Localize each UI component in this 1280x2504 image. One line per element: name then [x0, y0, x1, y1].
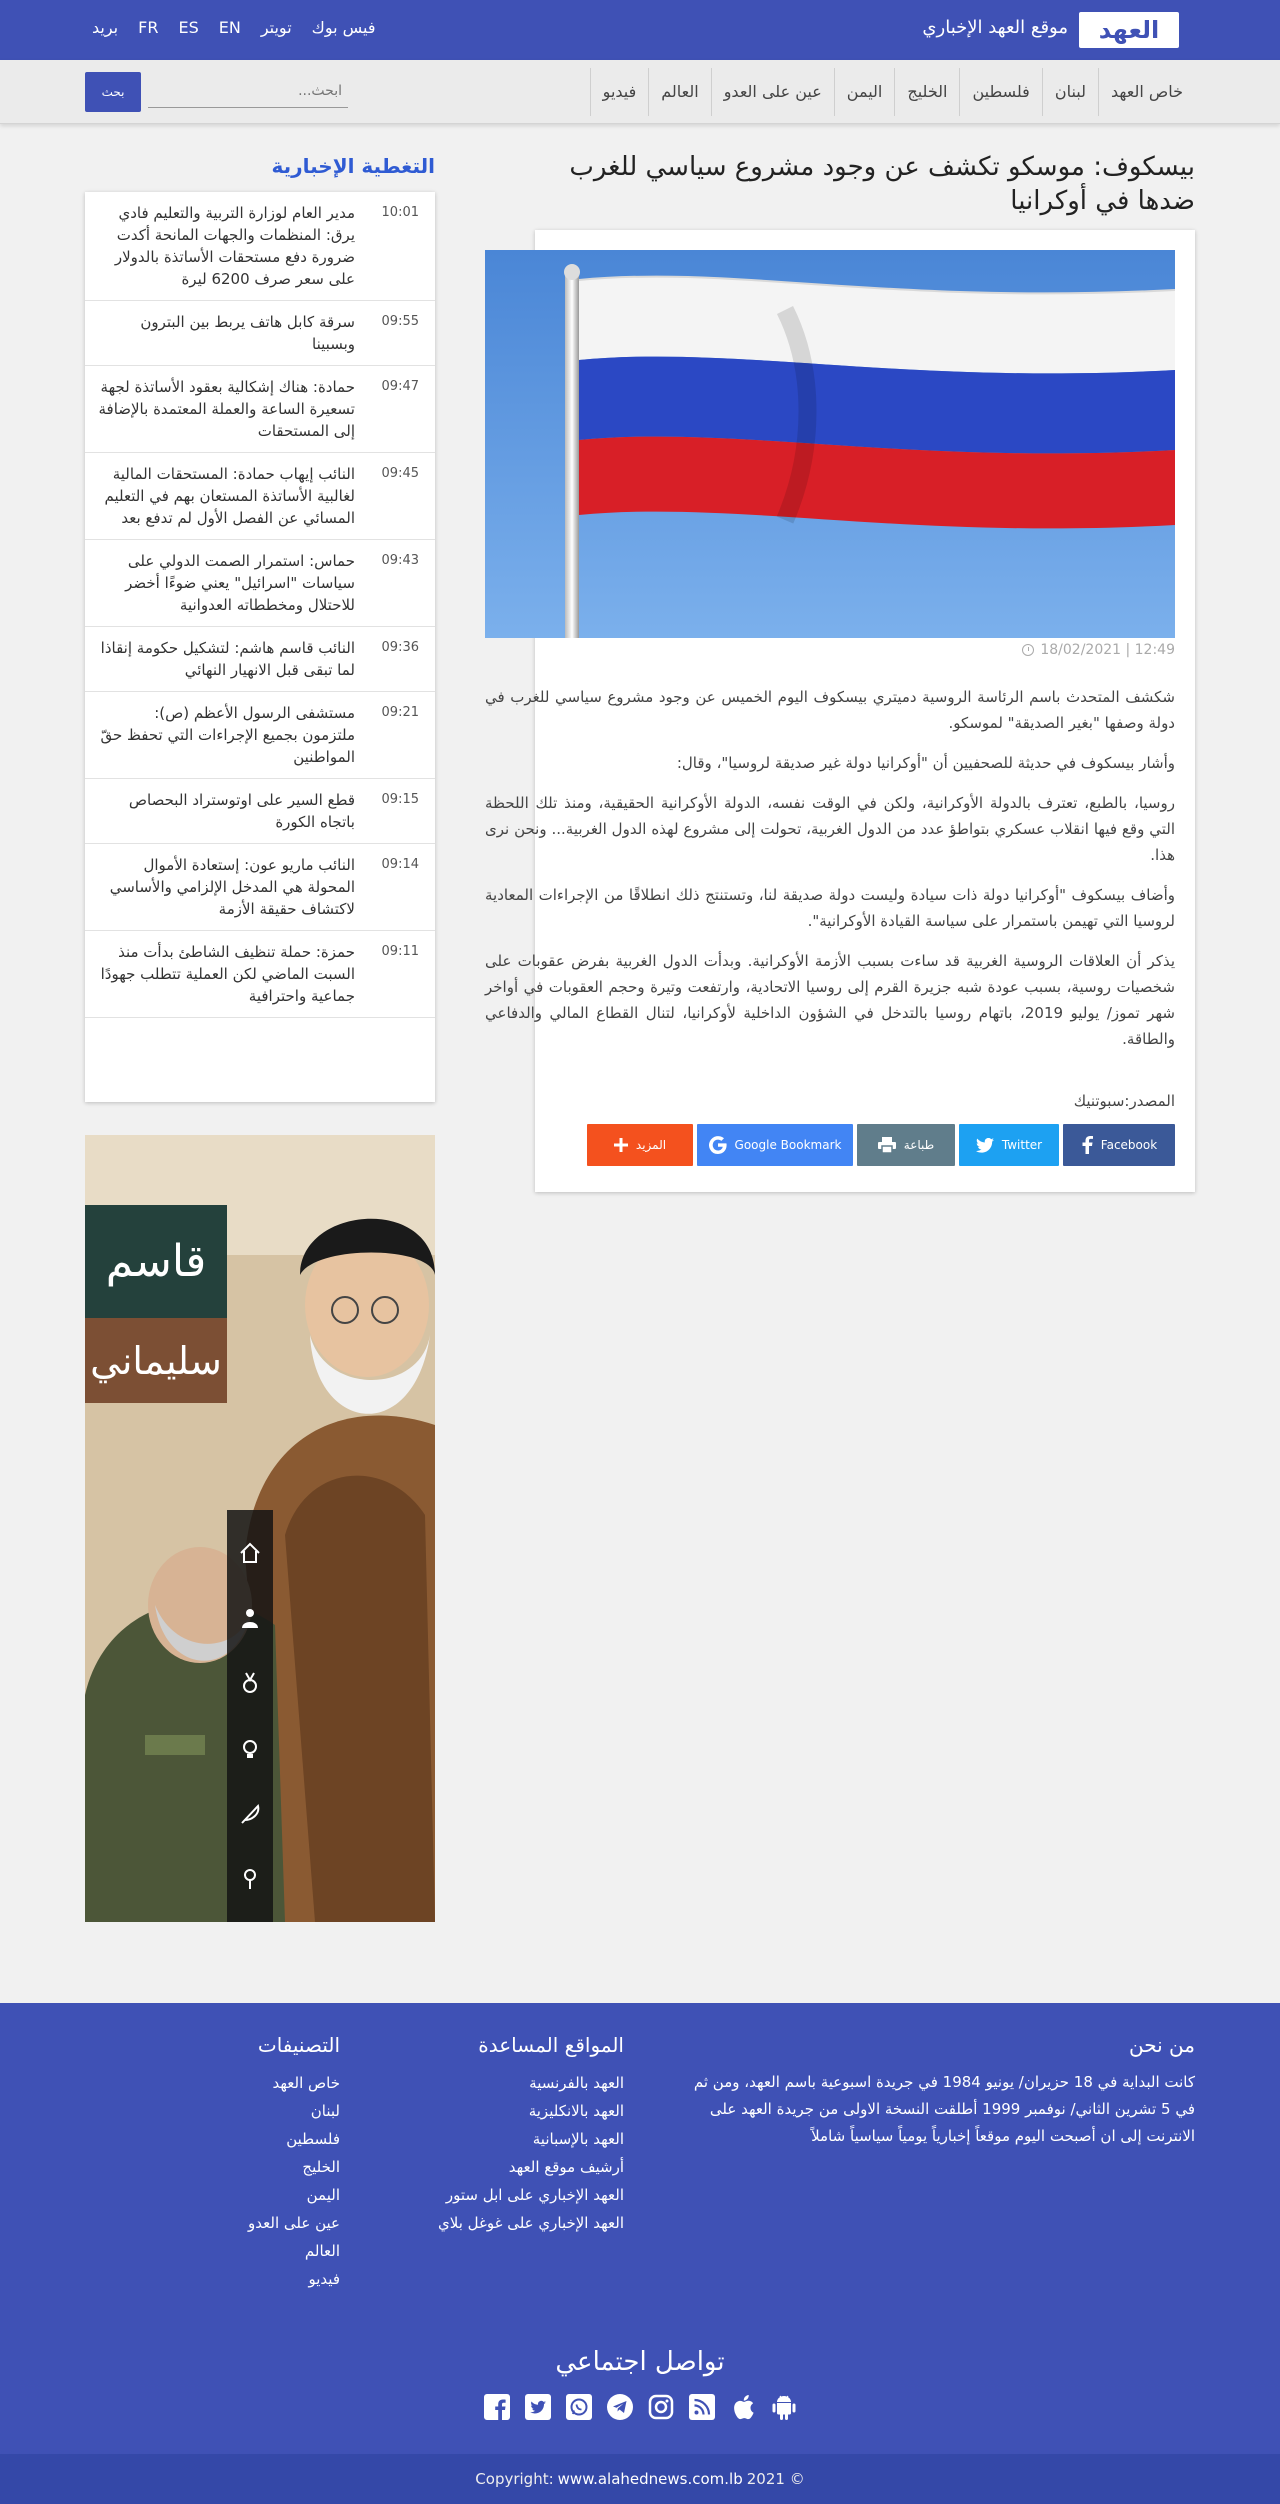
print-label: طباعة: [903, 1138, 935, 1152]
google-bookmark-button[interactable]: [697, 1124, 853, 1166]
flower-icon: [237, 1865, 263, 1893]
about-text: كانت البداية في 18 حزيران/ يونيو 1984 في جريدة اسبوعية باسم العهد، ومن ثم في 5 تشرين الثاني/ نوفمبر 1999 أطلقت النسخة الاولى من جريدة العهد على الانترنت إلى ان أصبحت اليوم موقعاً إخبارياً يومياً سياسياً شاملاً: [693, 2073, 1195, 2145]
article-card: [485, 230, 1195, 1192]
news-headline: مستشفى الرسول الأعظم (ص): ملتزمون بجميع الإجراءات التي تحفظ حقّ المواطنين: [100, 704, 355, 766]
article-image: [485, 250, 1175, 638]
news-time: 09:43: [381, 553, 419, 568]
categories-list: [180, 2069, 340, 2293]
promo-banner[interactable]: [85, 1135, 435, 1922]
search-input[interactable]: [148, 74, 348, 108]
related-site-link[interactable]: العهد بالانكليزية: [528, 2102, 624, 2120]
news-time: 09:11: [381, 944, 419, 959]
twitter-icon[interactable]: [524, 2393, 552, 2421]
nav-item-enemy-watch[interactable]: عين على العدو: [711, 68, 834, 116]
logo-text: العهد: [1098, 16, 1160, 44]
category-link[interactable]: خاص العهد: [272, 2074, 340, 2092]
news-headline: النائب ماريو عون: إستعادة الأموال المحولة هي المدخل الإلزامي والأساسي لاكتشاف حقيقة الأزمة: [109, 856, 355, 918]
nav-item-yemen[interactable]: اليمن: [834, 68, 895, 116]
share-more-button[interactable]: [587, 1124, 693, 1166]
news-headline: النائب إيهاب حمادة: المستحقات المالية لغالبية الأساتذة المستعان بهم في التعليم المسائي عن الفصل الأول لم تدفع بعد: [104, 465, 355, 527]
plus-icon: [614, 1138, 628, 1152]
news-time: 10:01: [381, 205, 419, 220]
news-item[interactable]: [85, 453, 435, 540]
print-button[interactable]: [857, 1124, 955, 1166]
nav-item-world[interactable]: العالم: [648, 68, 710, 116]
article-title: بيسكوف: موسكو تكشف عن وجود مشروع سياسي للغرب ضدها في أوكرانيا: [569, 152, 1195, 216]
whatsapp-icon[interactable]: [565, 2393, 593, 2421]
share-facebook-button[interactable]: [1063, 1124, 1175, 1166]
related-sites-section: [404, 2033, 624, 2237]
nav-item-gulf[interactable]: الخليج: [894, 68, 959, 116]
facebook-icon[interactable]: [483, 2393, 511, 2421]
related-site-link[interactable]: العهد الإخباري على ابل ستور: [445, 2186, 624, 2204]
telegram-icon[interactable]: [606, 2393, 634, 2421]
russian-flag-image: [485, 250, 1175, 638]
category-link[interactable]: عين على العدو: [248, 2214, 340, 2232]
copyright-site-link[interactable]: www.alahednews.com.lb: [557, 2470, 743, 2488]
related-site-link[interactable]: العهد بالإسبانية: [532, 2130, 624, 2148]
news-item[interactable]: [85, 692, 435, 779]
social-icons: [0, 2393, 1280, 2421]
google-bookmark-label: Google Bookmark: [734, 1138, 842, 1152]
related-site-link[interactable]: العهد الإخباري على غوغل بلاي: [438, 2214, 624, 2232]
google-icon: [709, 1136, 727, 1154]
category-link[interactable]: الخليج: [302, 2158, 340, 2176]
category-link[interactable]: العالم: [304, 2242, 340, 2260]
top-links: [92, 18, 376, 37]
categories-section: [180, 2033, 340, 2293]
news-item[interactable]: [85, 301, 435, 366]
spanish-link[interactable]: ES: [178, 18, 199, 37]
news-time: 09:15: [381, 792, 419, 807]
news-item[interactable]: [85, 192, 435, 301]
banner-icon-strip: [227, 1510, 273, 1922]
top-header: [0, 0, 1280, 60]
twitter-icon: [976, 1138, 994, 1153]
medal-icon: [237, 1669, 263, 1697]
category-link[interactable]: فلسطين: [286, 2130, 340, 2148]
article-paragraph-2: وأشار بيسكوف في حديثة للصحفيين أن "أوكرانيا دولة غير صديقة لروسيا"، وقال:: [676, 754, 1175, 772]
related-sites-list: [404, 2069, 624, 2237]
facebook-link[interactable]: فيس بوك: [311, 18, 376, 37]
news-time: 09:14: [381, 857, 419, 872]
share-facebook-label: Facebook: [1100, 1138, 1158, 1152]
site-logo[interactable]: [1079, 12, 1179, 48]
mail-link[interactable]: بريد: [92, 18, 119, 37]
article-source: المصدر:سبوتنيك: [1073, 1092, 1175, 1110]
news-time: 09:36: [381, 640, 419, 655]
news-headline: سرقة كابل هاتف يربط بين البترون وبسبينا: [140, 313, 355, 353]
copyright-prefix: Copyright:: [475, 2470, 554, 2488]
nav-items: [590, 68, 1195, 116]
news-headline: النائب قاسم هاشم: لتشكيل حكومة إنقاذا لما تبقى قبل الانهيار النهائي: [100, 639, 355, 679]
english-link[interactable]: EN: [218, 18, 241, 37]
news-time: 09:21: [381, 705, 419, 720]
news-ticker-list: [85, 192, 435, 1102]
article-date: [1022, 642, 1175, 658]
categories-title: التصنيفات: [257, 2033, 340, 2057]
banner-word-1: قاسم: [85, 1205, 227, 1318]
android-icon[interactable]: [770, 2393, 798, 2421]
person-icon: [237, 1604, 263, 1632]
category-link[interactable]: فيديو: [308, 2270, 340, 2288]
news-headline: مدير العام لوزارة التربية والتعليم فادي يرق: المنظمات والجهات المانحة أكدت ضرورة دفع مستحقات الأساتذة بالدولار على سعر صرف 6200 ليرة: [114, 204, 355, 288]
article-paragraph-1: شكشف المتحدث باسم الرئاسة الروسية دميتري بيسكوف اليوم الخميس عن وجود مشروع سياسي للغرب في دولة وصفها "بغير الصديقة" لموسكو.: [485, 688, 1175, 732]
share-more-label: المزيد: [635, 1138, 667, 1152]
article-date-text: 18/02/2021 | 12:49: [1040, 642, 1175, 658]
news-headline: حمادة: هناك إشكالية بعقود الأساتذة لجهة تسعيرة الساعة والعملة المعتمدة بالإضافة إلى المستحقات: [98, 378, 355, 440]
twitter-link[interactable]: تويتر: [260, 18, 292, 37]
news-headline: قطع السير على اوتوستراد البحصاص باتجاه الكورة: [128, 791, 355, 831]
share-buttons: [587, 1124, 1175, 1166]
category-link[interactable]: لبنان: [310, 2102, 340, 2120]
news-item[interactable]: [85, 931, 435, 1018]
site-title: موقع العهد الإخباري: [922, 17, 1068, 38]
facebook-icon: [1081, 1136, 1093, 1154]
site-footer: [0, 2003, 1280, 2454]
related-sites-title: المواقع المساعدة: [478, 2033, 624, 2057]
news-item[interactable]: [85, 627, 435, 692]
banner-word-2: سليماني: [85, 1318, 227, 1403]
apple-icon[interactable]: [729, 2393, 757, 2421]
feather-icon: [237, 1800, 263, 1828]
article-paragraph-3: روسيا، بالطبع، تعترف بالدولة الأوكرانية، ولكن في الوقت نفسه، الدولة الأوكرانية الحقيقية، ومنذ تلك اللحظة التي وقع فيها انقلاب عسكري بتواطؤ عدد من الدول الغربية، تحولت إلى مشروع لهذه الدول الغربية... ونحن نرى هذا.: [485, 794, 1175, 864]
nav-item-palestine[interactable]: فلسطين: [959, 68, 1041, 116]
share-twitter-label: Twitter: [1001, 1138, 1043, 1152]
news-item[interactable]: [85, 540, 435, 627]
news-time: 09:55: [381, 314, 419, 329]
nav-item-alahed-exclusive[interactable]: خاص العهد: [1098, 68, 1195, 116]
french-link[interactable]: FR: [138, 18, 159, 37]
home-icon: [237, 1539, 263, 1567]
news-item[interactable]: [85, 366, 435, 453]
news-time: 09:47: [381, 379, 419, 394]
news-headline: حماس: استمرار الصمت الدولي على سياسات "اسرائيل" يعني ضوءًا أخضر للاحتلال ومخططاته العدوانية: [125, 552, 355, 614]
about-section: [675, 2033, 1195, 2150]
printer-icon: [878, 1137, 896, 1153]
nav-item-video[interactable]: فيديو: [590, 68, 649, 116]
news-headline: حمزة: حملة تنظيف الشاطئ بدأت منذ السبت الماضي لكن العملية تتطلب جهودًا جماعية واحترافية: [100, 943, 355, 1005]
category-link[interactable]: اليمن: [306, 2186, 340, 2204]
about-title: من نحن: [1129, 2033, 1195, 2057]
related-site-link[interactable]: العهد بالفرنسية: [529, 2074, 624, 2092]
sidebar-title: التغطية الإخبارية: [271, 154, 435, 178]
nav-item-lebanon[interactable]: لبنان: [1042, 68, 1098, 116]
search-button[interactable]: بحث: [85, 72, 141, 112]
instagram-icon[interactable]: [647, 2393, 675, 2421]
copyright-year: 2021 ©: [746, 2470, 805, 2488]
article-paragraph-5: يذكر أن العلاقات الروسية الغربية قد ساءت بسبب الأزمة الأوكرانية. وبدأت الدول الغربية بفرض عقوبات على شخصيات روسية، بسبب عودة شبه جزيرة القرم إلى روسيا الاتحادية، وارتفعت وتيرة وحجم العقوبات في أواخر شهر تموز/ يوليو 2019، باتهام روسيا بالتدخل في الشؤون الداخلية لأوكرانيا، لتنال القطاع المالي والدفاعي والطاقة.: [485, 952, 1175, 1048]
news-item[interactable]: [85, 844, 435, 931]
news-time: 09:45: [381, 466, 419, 481]
share-twitter-button[interactable]: [959, 1124, 1059, 1166]
lightbulb-icon: [237, 1735, 263, 1763]
article-body: [485, 684, 1175, 1066]
article-paragraph-4: وأضاف بيسكوف "أوكرانيا دولة ذات سيادة وليست دولة صديقة لنا، وتستنتج ذلك انطلاقًا من الإجراءات المعادية لروسيا التي تهيمن باستمرار على سياسة القيادة الأوكرانية".: [485, 886, 1175, 930]
related-site-link[interactable]: أرشيف موقع العهد: [508, 2158, 624, 2176]
rss-icon[interactable]: [688, 2393, 716, 2421]
clock-icon: [1022, 644, 1034, 656]
copyright-bar: [0, 2454, 1280, 2504]
social-title: تواصل اجتماعي: [555, 2347, 725, 2377]
news-item[interactable]: [85, 779, 435, 844]
